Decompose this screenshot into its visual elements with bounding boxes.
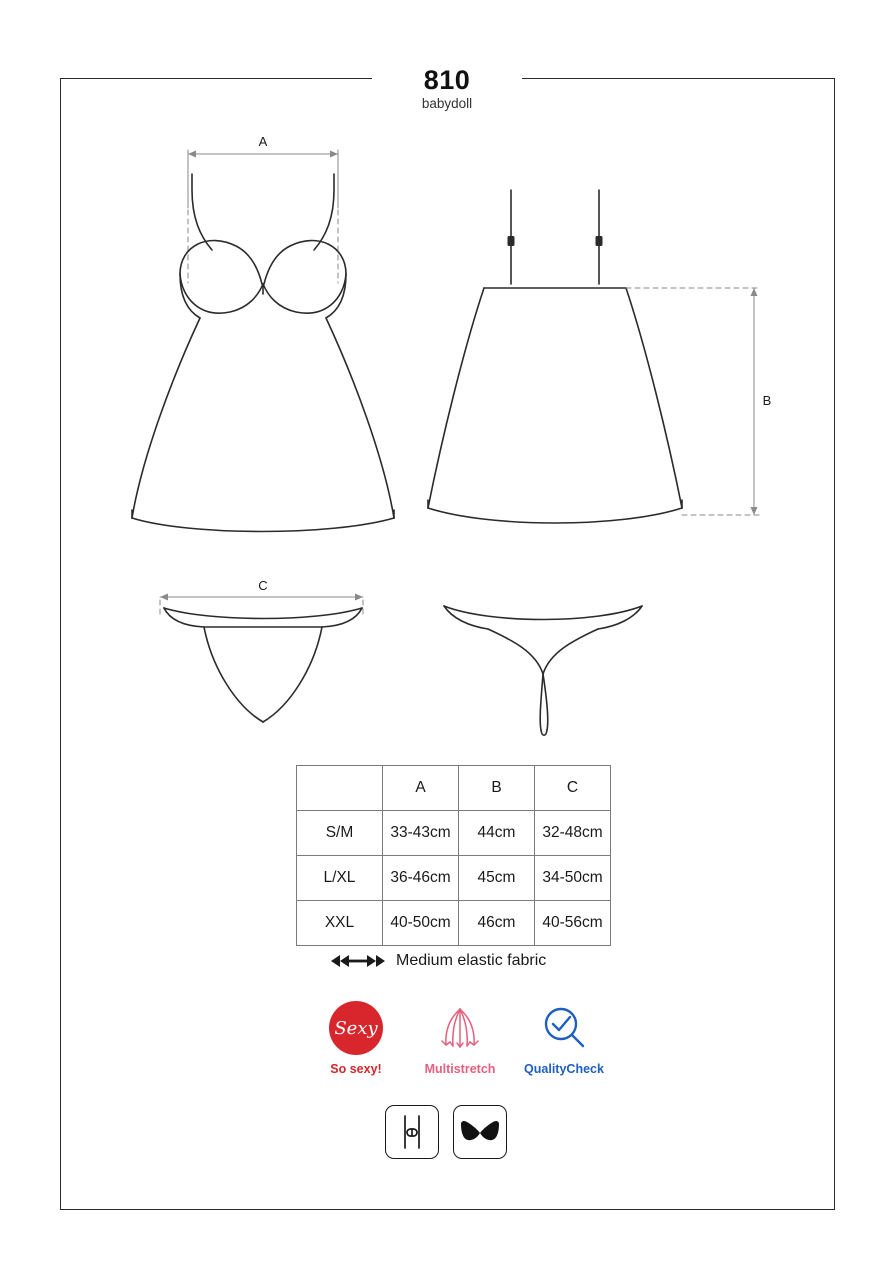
bra-cup-icon [453, 1105, 507, 1159]
svg-text:B: B [762, 393, 772, 408]
title-block [372, 48, 522, 130]
size-label: L/XL [297, 856, 383, 901]
cell-c: 32-48cm [535, 811, 611, 856]
multistretch-icon [414, 1000, 506, 1056]
badge-so-sexy [310, 1000, 402, 1076]
feature-badges [310, 1000, 610, 1076]
table-header-b: B [459, 766, 535, 811]
cell-a: 40-50cm [383, 901, 459, 946]
badge-quality-check [518, 1000, 610, 1076]
cell-b: 44cm [459, 811, 535, 856]
double-arrow-icon [330, 952, 386, 970]
cell-a: 33-43cm [383, 811, 459, 856]
product-code: 810 [423, 65, 471, 95]
sexy-seal-icon [310, 1000, 402, 1056]
size-label: S/M [297, 811, 383, 856]
cell-b: 45cm [459, 856, 535, 901]
table-header-row [297, 766, 611, 811]
sexy-seal-text: Sexy [329, 1001, 383, 1055]
cell-a: 36-46cm [383, 856, 459, 901]
table-header-c: C [535, 766, 611, 811]
table-header-a: A [383, 766, 459, 811]
care-icons [385, 1105, 507, 1159]
elastic-note-text: Medium elastic fabric [396, 952, 547, 969]
quality-check-icon [518, 1000, 610, 1056]
badge-caption: Multistretch [424, 1062, 496, 1076]
svg-text:C: C [258, 578, 268, 593]
badge-caption: QualityCheck [524, 1062, 604, 1076]
elastic-fabric-note [330, 952, 546, 970]
cell-b: 46cm [459, 901, 535, 946]
size-table [296, 765, 611, 946]
badge-caption: So sexy! [330, 1062, 382, 1076]
cell-c: 40-56cm [535, 901, 611, 946]
table-corner-cell [297, 766, 383, 811]
product-type: babydoll [421, 96, 473, 112]
table-row [297, 811, 611, 856]
hanger-garment-icon [385, 1105, 439, 1159]
cell-c: 34-50cm [535, 856, 611, 901]
table-row [297, 901, 611, 946]
svg-text:A: A [258, 134, 268, 149]
size-label: XXL [297, 901, 383, 946]
technical-drawings [60, 78, 835, 738]
table-row [297, 856, 611, 901]
badge-multistretch [414, 1000, 506, 1076]
